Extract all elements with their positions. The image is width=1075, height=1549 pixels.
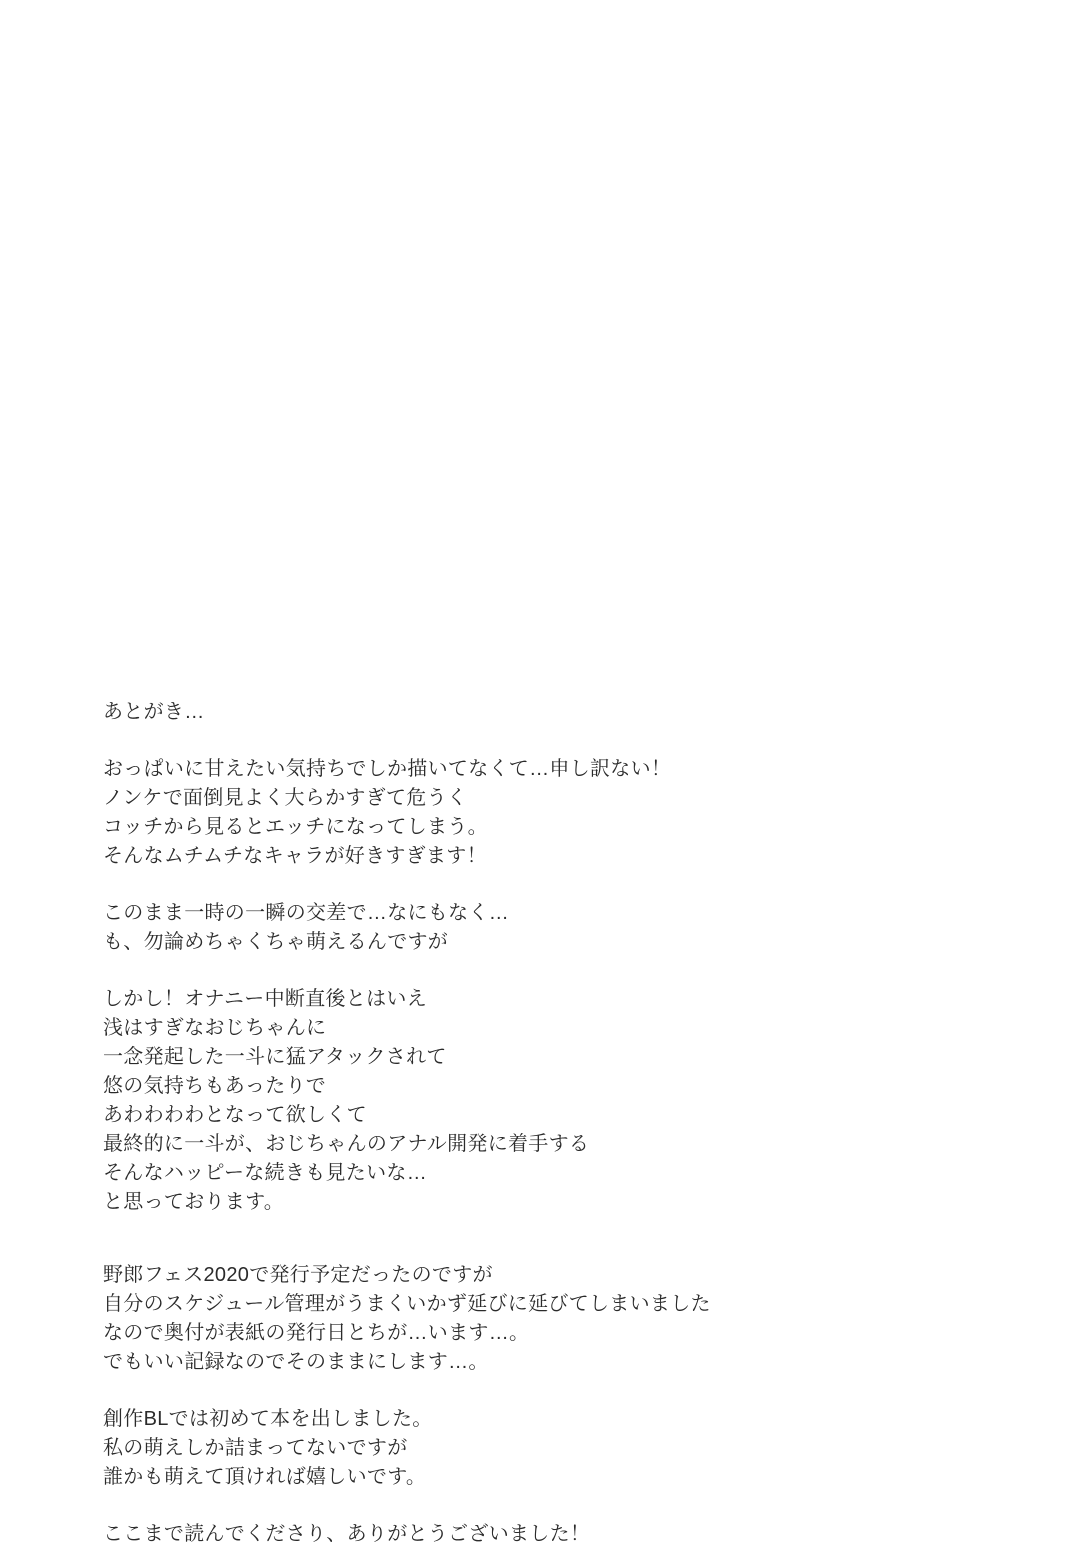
afterword-line: そんなハッピーな続きも見たいな… <box>103 1162 427 1184</box>
afterword-line: でもいい記録なのでそのままにします…。 <box>103 1351 489 1373</box>
afterword-line: 悠の気持ちもあったりで <box>103 1075 327 1097</box>
afterword-line: も、勿論めちゃくちゃ萌えるんですが <box>103 931 449 953</box>
afterword-line: 浅はすぎなおじちゃんに <box>103 1017 327 1039</box>
afterword-line: 誰かも萌えて頂ければ嬉しいです。 <box>103 1466 427 1488</box>
afterword-line: このまま一時の一瞬の交差で…なにもなく… <box>103 902 509 924</box>
afterword-line: コッチから見るとエッチになってしまう。 <box>103 816 488 838</box>
afterword-line: 一念発起した一斗に猛アタックされて <box>103 1046 447 1068</box>
afterword-paragraph-3 <box>103 985 963 1217</box>
paragraph-spacer <box>103 1245 963 1261</box>
afterword-text-block <box>103 698 963 1549</box>
afterword-line: 自分のスケジュール管理がうまくいかず延びに延びてしまいました <box>103 1293 711 1315</box>
afterword-line: 野郎フェス2020で発行予定だったのですが <box>103 1264 493 1286</box>
afterword-line: しかし！オナニー中断直後とはいえ <box>103 988 427 1010</box>
afterword-heading-block <box>103 698 963 727</box>
afterword-paragraph-4 <box>103 1261 963 1377</box>
afterword-line: 創作BLでは初めて本を出しました。 <box>103 1408 433 1430</box>
afterword-paragraph-5 <box>103 1405 963 1492</box>
afterword-line: あわわわわとなって欲しくて <box>103 1104 367 1126</box>
afterword-paragraph-2 <box>103 899 963 957</box>
afterword-line: ノンケで面倒見よく大らかすぎて危うく <box>103 787 468 809</box>
afterword-line: ここまで読んでくださり、ありがとうございました！ <box>103 1523 591 1545</box>
afterword-line: そんなムチムチなキャラが好きすぎます！ <box>103 845 487 867</box>
afterword-line: 私の萌えしか詰まってないですが <box>103 1437 408 1459</box>
afterword-line: 最終的に一斗が、おじちゃんのアナル開発に着手する <box>103 1133 590 1155</box>
afterword-heading: あとがき… <box>103 701 205 723</box>
afterword-line: なので奥付が表紙の発行日とちが…います…。 <box>103 1322 530 1344</box>
afterword-paragraph-1 <box>103 755 963 871</box>
afterword-line: おっぱいに甘えたい気持ちでしか描いてなくて…申し訳ない！ <box>103 758 672 780</box>
afterword-line: と思っております。 <box>103 1191 285 1213</box>
afterword-closing <box>103 1520 963 1549</box>
